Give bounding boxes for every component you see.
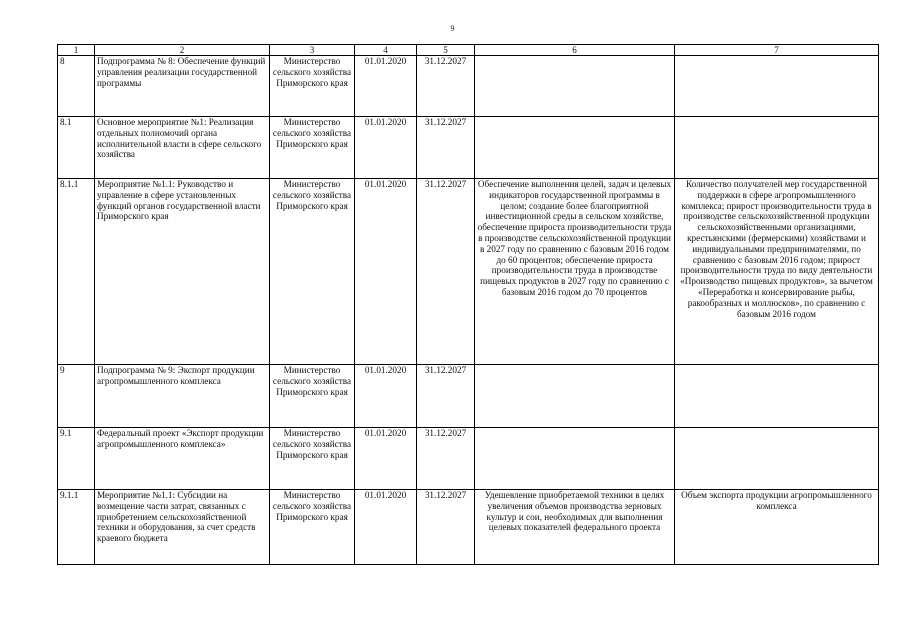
executor: Министерство сельского хозяйства Приморского края (270, 365, 355, 428)
end-date: 31.12.2027 (417, 179, 475, 365)
end-date: 31.12.2027 (417, 117, 475, 179)
end-date: 31.12.2027 (417, 428, 475, 490)
activity-name: Подпрограмма № 8: Обеспечение функций управления реализации государственной программы (95, 56, 270, 117)
executor: Министерство сельского хозяйства Приморского края (270, 117, 355, 179)
table-row (58, 490, 879, 565)
start-date: 01.01.2020 (355, 365, 417, 428)
expected-result (475, 117, 675, 179)
indicator (675, 56, 879, 117)
table-row (58, 117, 879, 179)
start-date: 01.01.2020 (355, 428, 417, 490)
executor: Министерство сельского хозяйства Приморского края (270, 428, 355, 490)
column-header: 2 (95, 45, 270, 56)
expected-result: Удешевление приобретаемой техники в целях увеличения объемов производства зерновых культур и сои, необходимых для выполнения целевых показателей федерального проекта (475, 490, 675, 565)
column-header: 7 (675, 45, 879, 56)
column-header: 3 (270, 45, 355, 56)
end-date: 31.12.2027 (417, 490, 475, 565)
row-number: 8.1.1 (58, 179, 95, 365)
indicator: Количество получателей мер государственной поддержки в сфере агропромышленного комплекса; прирост производительности труда в производстве сельскохозяйственной продукции сельскохозяйственными организациями, крестьянскими (фермерскими) хозяйствами и индивидуальными предпринимателями, по сравнению с базовым 2016 годом; прирост производительности труда по виду деятельности «Производство пищевых продуктов», за вычетом «Переработка и консервирование рыбы, ракообразных и моллюсков», по сравнению с базовым 2016 годом (675, 179, 879, 365)
start-date: 01.01.2020 (355, 179, 417, 365)
table-row (58, 179, 879, 365)
indicator: Объем экспорта продукции агропромышленного комплекса (675, 490, 879, 565)
activity-name: Мероприятие №1.1: Субсидии на возмещение части затрат, связанных с приобретением сельскохозяйственной техники и оборудования, за счет средств краевого бюджета (95, 490, 270, 565)
indicator (675, 117, 879, 179)
column-header: 4 (355, 45, 417, 56)
expected-result (475, 365, 675, 428)
expected-result: Обеспечение выполнения целей, задач и целевых индикаторов государственной программы в целом; создание более благоприятной инвестиционной среды в сельском хозяйстве, обеспечение прироста производительности труда в производстве сельскохозяйственной продукции в 2027 году по сравнению с базовым 2016 годом до 60 процентов; обеспечение прироста производительности труда в производстве пищевых продуктов в 2027 году по сравнению с базовым 2016 годом до 70 процентов (475, 179, 675, 365)
row-number: 9.1 (58, 428, 95, 490)
column-header: 1 (58, 45, 95, 56)
table-header-row (58, 45, 879, 56)
executor: Министерство сельского хозяйства Приморского края (270, 490, 355, 565)
activity-name: Федеральный проект «Экспорт продукции агропромышленного комплекса» (95, 428, 270, 490)
end-date: 31.12.2027 (417, 56, 475, 117)
start-date: 01.01.2020 (355, 117, 417, 179)
program-table (57, 44, 879, 565)
expected-result (475, 56, 675, 117)
expected-result (475, 428, 675, 490)
column-header: 5 (417, 45, 475, 56)
row-number: 8 (58, 56, 95, 117)
activity-name: Основное мероприятие №1: Реализация отдельных полномочий органа исполнительной власти в сфере сельского хозяйства (95, 117, 270, 179)
activity-name: Подпрограмма № 9: Экспорт продукции агропромышленного комплекса (95, 365, 270, 428)
table-row (58, 428, 879, 490)
executor: Министерство сельского хозяйства Приморского края (270, 179, 355, 365)
page-number: 9 (450, 24, 455, 33)
activity-name: Мероприятие №1.1: Руководство и управление в сфере установленных функций органов государственной власти Приморского края (95, 179, 270, 365)
row-number: 8.1 (58, 117, 95, 179)
start-date: 01.01.2020 (355, 56, 417, 117)
start-date: 01.01.2020 (355, 490, 417, 565)
column-header: 6 (475, 45, 675, 56)
indicator (675, 365, 879, 428)
indicator (675, 428, 879, 490)
row-number: 9 (58, 365, 95, 428)
row-number: 9.1.1 (58, 490, 95, 565)
executor: Министерство сельского хозяйства Приморского края (270, 56, 355, 117)
table-row (58, 56, 879, 117)
table-row (58, 365, 879, 428)
end-date: 31.12.2027 (417, 365, 475, 428)
